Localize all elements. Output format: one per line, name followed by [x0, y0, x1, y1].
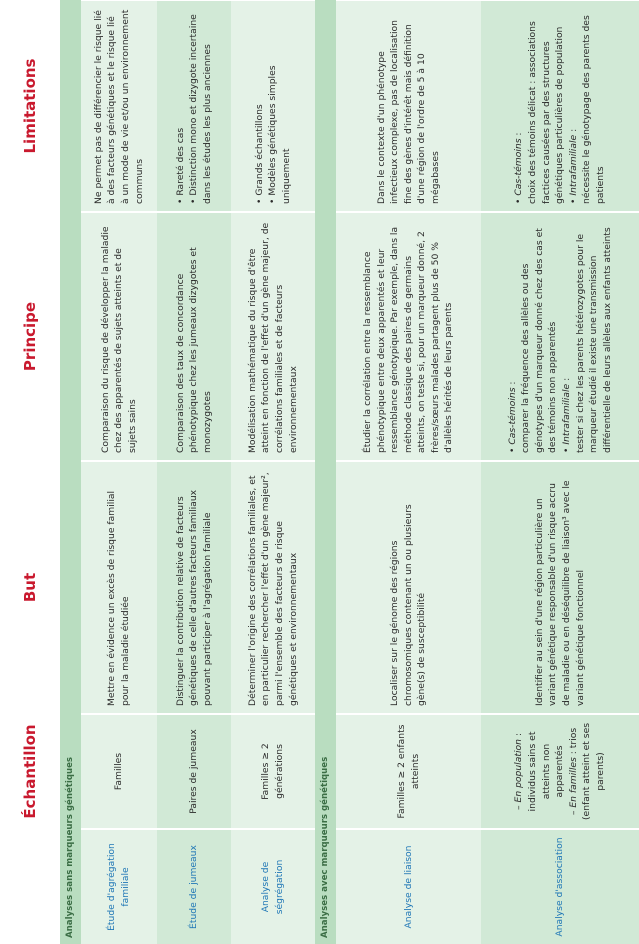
sample-population: – En population : individus sains et atteints non apparentés	[513, 731, 566, 812]
limitation-item: • Grands échantillons	[253, 8, 267, 204]
section-row	[60, 0, 81, 944]
row-but: Distinguer la contribution relative de facteurs génétiques de celle d'autres facteurs familiaux pouvant participer à l'agrégation familiale	[157, 461, 231, 714]
row-limitations	[157, 0, 231, 212]
row-principe	[481, 212, 639, 461]
row-but: Déterminer l'origine des corrélations familiales, et en particulier rechercher l'effet d'un gène majeur², parmi l'ensemble des facteurs de risque génétiques et environnementaux	[231, 461, 315, 714]
row-principe: Comparaison du risque de développer la maladie chez des apparentés de sujets atteints et de sujets sains	[81, 212, 157, 461]
principe-fam-text: tester si chez les parents hétérozygotes pour le marqueur étudié il existe une transmission différentielle de leurs allèles aux enfants atteints	[574, 227, 613, 453]
table-row	[157, 0, 231, 944]
table-row	[81, 0, 157, 944]
section-row	[315, 0, 336, 944]
row-title: Analyse de ségrégation	[231, 829, 315, 944]
principe-fam-label: • Intrafamiliale :	[560, 220, 574, 453]
sample-familles: – En familles : trios (enfant atteint et ses parents)	[567, 722, 606, 821]
table-row	[336, 0, 481, 944]
row-sample: Familles	[81, 714, 157, 829]
row-principe: Modélisation mathématique du risque d'être atteint en fonction de l'effet d'un gène majeur, de corrélations familiales et de facteurs environnementaux	[231, 212, 315, 461]
header-but: But	[0, 461, 60, 714]
row-title: Étude d'agrégation familiale	[81, 829, 157, 944]
limitation-item: • Modèles génétiques simples uniquement	[266, 8, 293, 204]
section-title: Analyses sans marqueurs génétiques	[60, 0, 81, 944]
row-sample	[481, 714, 639, 829]
principe-cas-label: • Cas-témoins :	[506, 220, 520, 453]
lim-fam-text: nécessite le génotypage des parents des patients	[581, 15, 606, 204]
row-limitations	[481, 0, 639, 212]
header-principe: Principe	[0, 212, 60, 461]
header-empty	[0, 829, 60, 944]
row-sample: Familles ≥ 2 générations	[231, 714, 315, 829]
header-limitations: Limitations	[0, 0, 60, 212]
lim-cas-text: choix des témoins délicat : associations factices causées par des structures génétiques particulières de population	[527, 21, 566, 204]
header-echantillon: Échantillon	[0, 714, 60, 829]
row-sample: Familles ≥ 2 enfants atteints	[336, 714, 481, 829]
limitation-item: • Rareté des cas	[174, 8, 188, 204]
row-limitations: Ne permet pas de différencier le risque lié à des facteurs génétiques et le risque lié à un mode de vie et/ou un environnement communs	[81, 0, 157, 212]
row-title: Étude de jumeaux	[157, 829, 231, 944]
row-but: Mettre en évidence un excès de risque familial pour la maladie étudiée	[81, 461, 157, 714]
section-title: Analyses avec marqueurs génétiques	[315, 0, 336, 944]
lim-fam-label: • Intrafamiliale :	[567, 8, 581, 204]
row-principe: Étudier la corrélation entre la ressemblance phénotypique entre deux apparentés et leur ressemblance génotypique. Par exemple, dans la méthode classique des paires de germains atteints, on teste si, pour un marqueur donné, 2 frères/sœurs malades partagent plus de 50 % d'allèles hérités de leurs parents	[336, 212, 481, 461]
row-sample: Paires de jumeaux	[157, 714, 231, 829]
header-row	[0, 0, 60, 944]
table-row	[481, 0, 639, 944]
row-limitations	[231, 0, 315, 212]
limitation-item: • Distinction mono et dizygote incertaine dans les études les plus anciennes	[187, 8, 214, 204]
principe-cas-text: comparer la fréquence des allèles ou des génotypes d'un marqueur donné chez des cas et des témoins non apparentés	[520, 228, 559, 453]
row-principe: Comparaison des taux de concordance phénotypique chez les jumeaux dizygotes et monozygotes	[157, 212, 231, 461]
row-limitations: Dans le contexte d'un phénotype infectieux complexe, pas de localisation fine des gènes d'intérêt mais définition d'une région de l'ordre de 5 à 10 mégabases	[336, 0, 481, 212]
row-title: Analyse d'association	[481, 829, 639, 944]
row-but: Identifier au sein d'une région particulière un variant génétique responsable d'un risque accru de maladie ou en déséquilibre de liaison³ avec le variant génétique fonctionnel	[481, 461, 639, 714]
table-row	[231, 0, 315, 944]
row-but: Localiser sur le génome des régions chromosomiques contenant un ou plusieurs gène(s) de susceptibilité	[336, 461, 481, 714]
row-title: Analyse de liaison	[336, 829, 481, 944]
lim-cas-label: • Cas-témoins :	[512, 8, 526, 204]
